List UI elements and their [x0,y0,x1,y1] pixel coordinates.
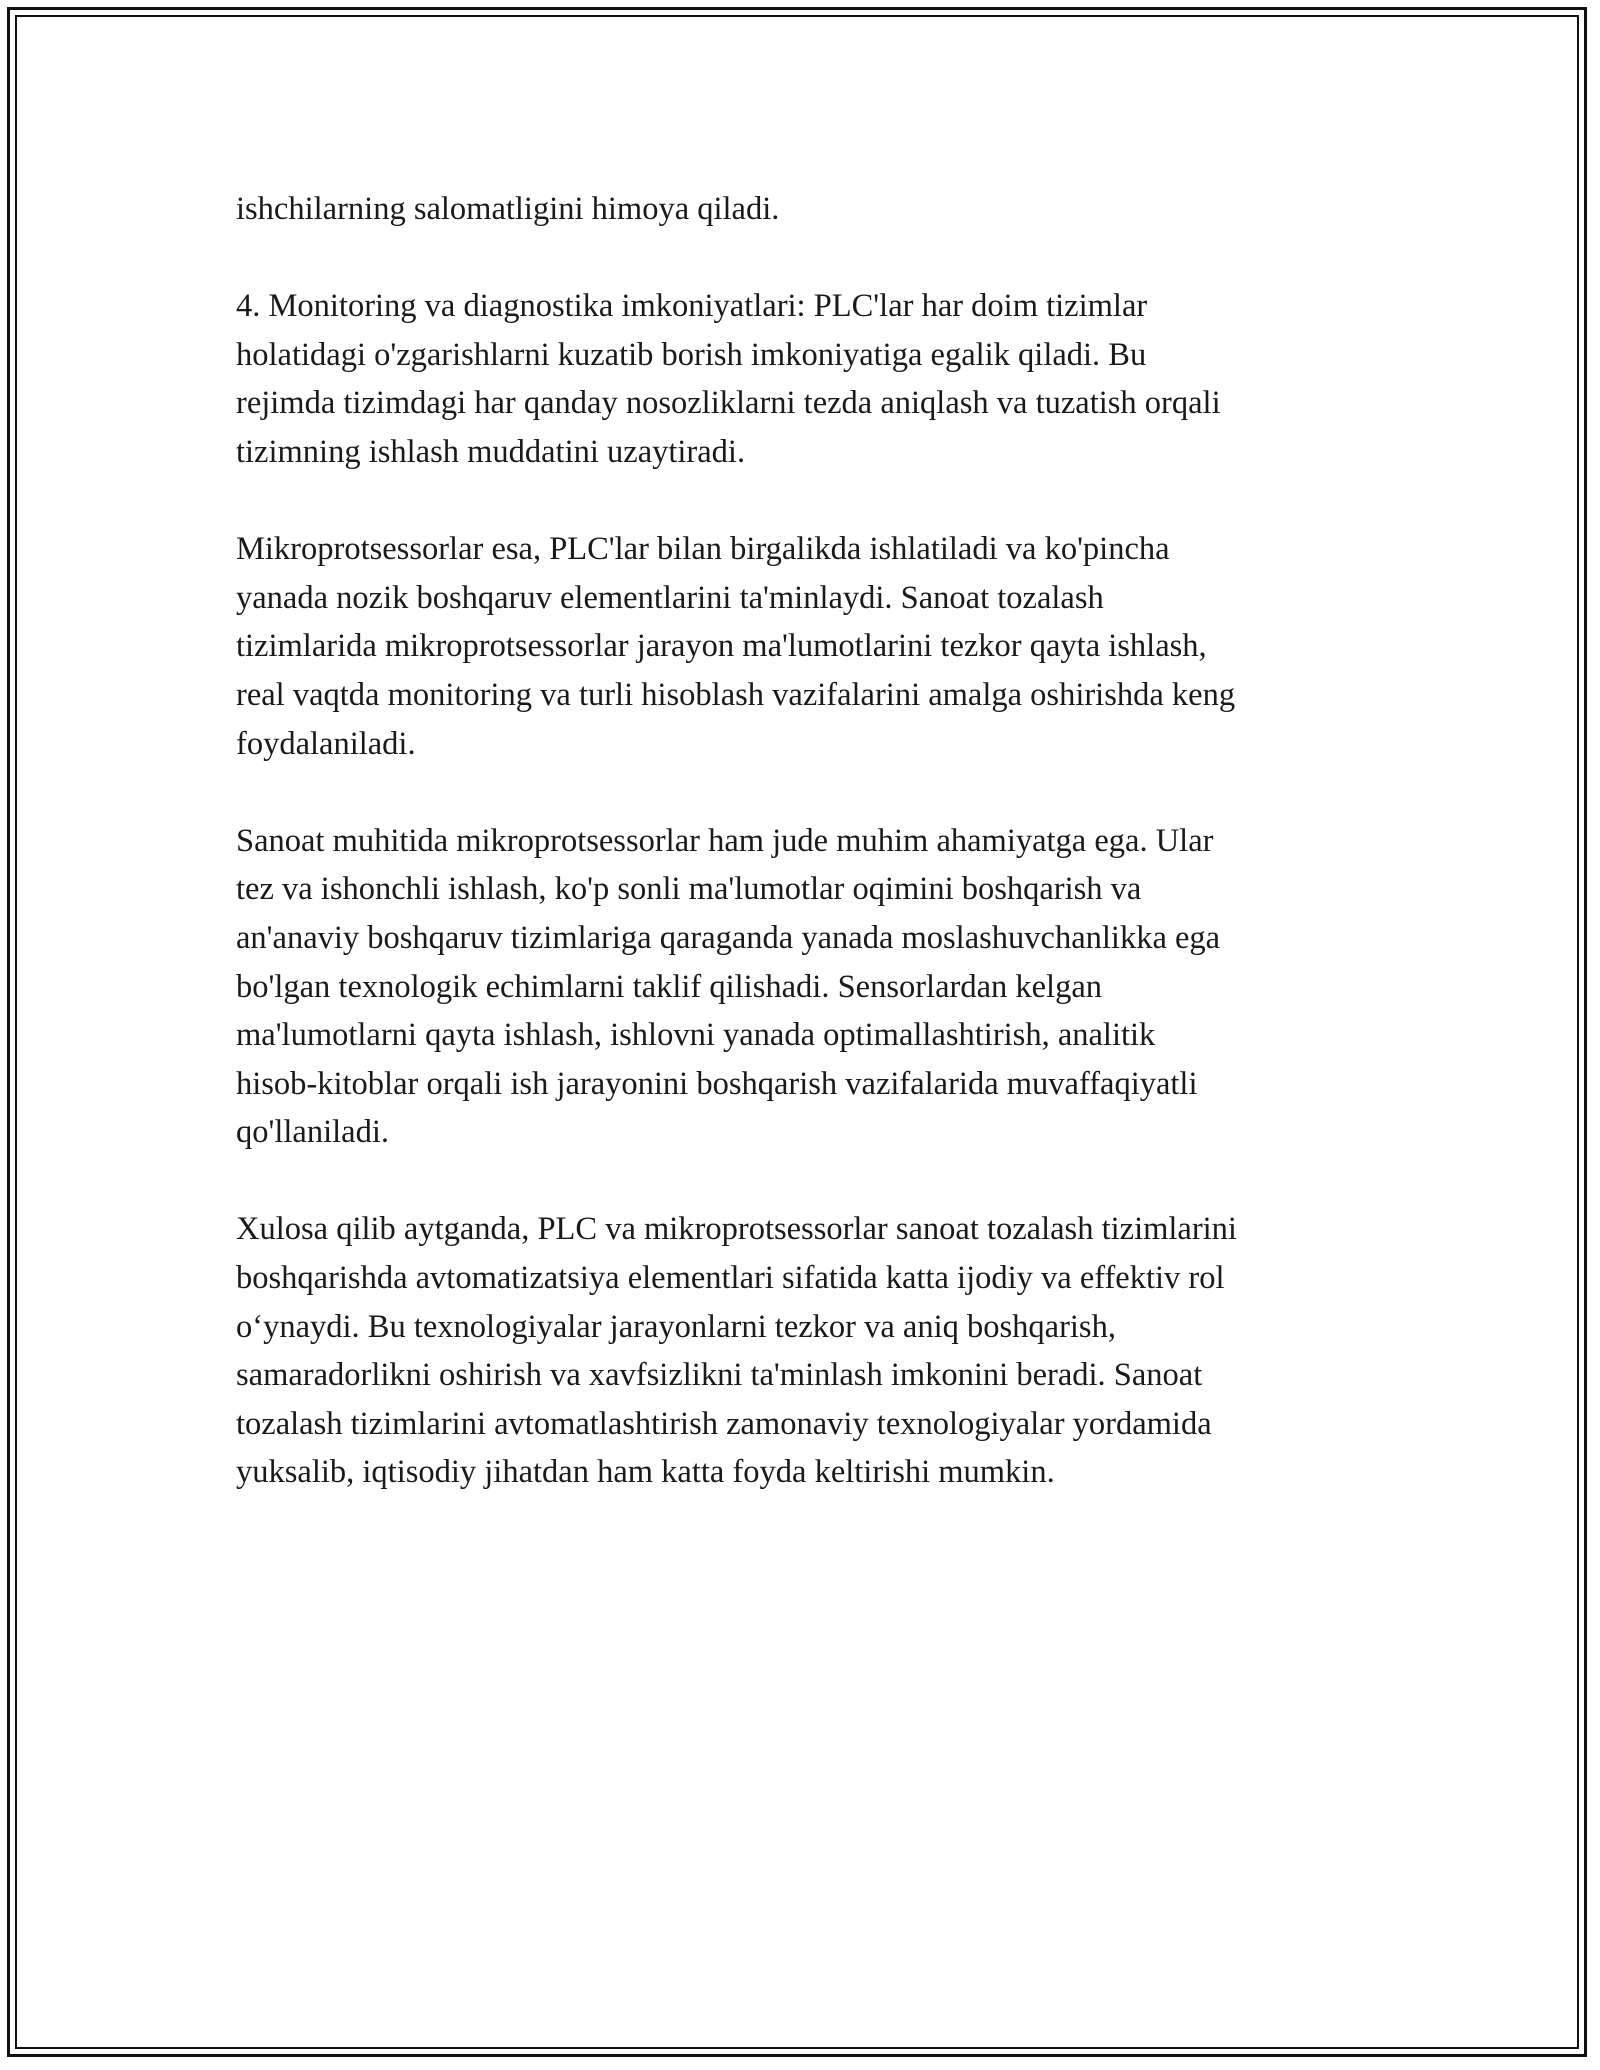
text-line: ma'lumotlarni qayta ishlash, ishlovni yanada optimallashtirish, analitik [236,1017,1156,1054]
text-line: tozalash tizimlarini avtomatlashtirish zamonaviy texnologiyalar yordamida [236,1405,1212,1442]
text-line: holatidagi o'zgarishlarni kuzatib borish imkoniyatiga egalik qiladi. Bu [236,336,1147,373]
text-line: real vaqtda monitoring va turli hisoblash vazifalarini amalga oshirishda keng [236,676,1236,713]
text-line: samaradorlikni oshirish va xavfsizlikni ta'minlash imkonini beradi. Sanoat [236,1357,1203,1394]
text-line: ishchilarning salomatligini himoya qiladi. [236,191,780,227]
text-line: yanada nozik boshqaruv elementlarini ta'minlaydi. Sanoat tozalash [236,579,1104,616]
text-line: yuksalib, iqtisodiy jihatdan ham katta foyda keltirishi mumkin. [236,1454,1055,1491]
text-line: Sanoat muhitida mikroprotsessorlar ham jude muhim ahamiyatga ega. Ular [236,822,1214,859]
text-line: 4. Monitoring va diagnostika imkoniyatlari: PLC'lar har doim tizimlar [236,288,1148,325]
text-line: hisob-kitoblar orqali ish jarayonini boshqarish vazifalarida muvaffaqiyatli [236,1065,1198,1102]
text-line: Xulosa qilib aytganda, PLC va mikroprotsessorlar sanoat tozalash tizimlarini [236,1211,1237,1248]
text-line: Mikroprotsessorlar esa, PLC'lar bilan birgalikda ishlatiladi va ko'pincha [236,531,1170,568]
paragraph-industrial [236,817,1386,1157]
text-line: o‘ynaydi. Bu texnologiyalar jarayonlarni tezkor va aniq boshqarish, [236,1308,1116,1345]
text-line: an'anaviy boshqaruv tizimlariga qaraganda yanada moslashuvchanlikka ega [236,919,1221,956]
paragraph-conclusion [236,1205,1386,1497]
document-body [236,185,1386,1497]
paragraph-continuation [236,185,1386,234]
text-line: tizimlarida mikroprotsessorlar jarayon ma'lumotlarini tezkor qayta ishlash, [236,628,1207,665]
paragraph-monitoring [236,282,1386,476]
text-line: foydalaniladi. [236,725,416,762]
text-line: bo'lgan texnologik echimlarni taklif qilishadi. Sensorlardan kelgan [236,968,1102,1005]
text-line: tizimning ishlash muddatini uzaytiradi. [236,433,746,470]
text-line: rejimda tizimdagi har qanday nosozliklarni tezda aniqlash va tuzatish orqali [236,385,1221,422]
text-line: boshqarishda avtomatizatsiya elementlari sifatida katta ijodiy va effektiv rol [236,1260,1225,1297]
text-line: qo'llaniladi. [236,1114,389,1151]
text-line: tez va ishonchli ishlash, ko'p sonli ma'lumotlar oqimini boshqarish va [236,871,1142,908]
paragraph-microprocessors [236,525,1386,768]
